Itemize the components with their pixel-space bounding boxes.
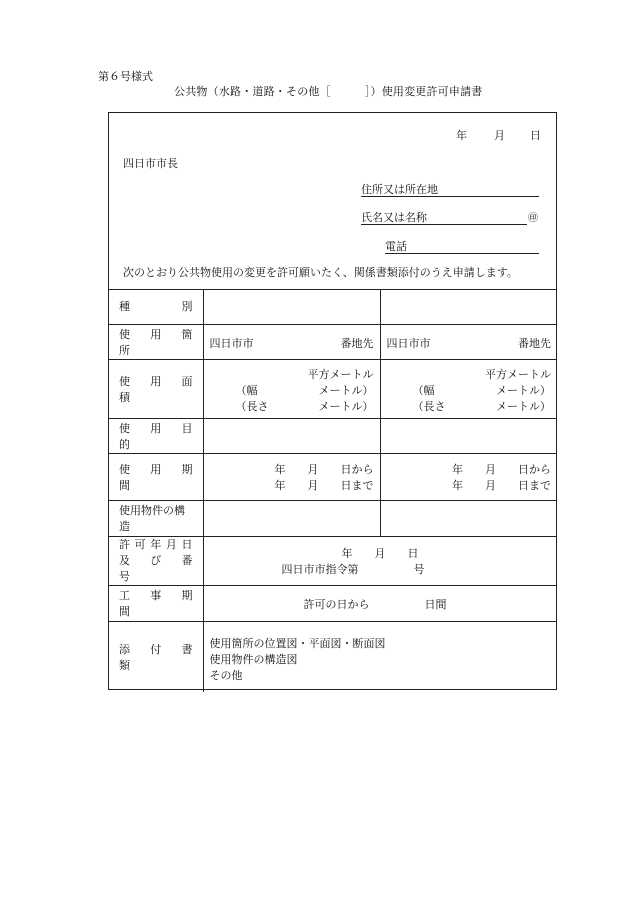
address-label: 住所又は所在地 (361, 183, 438, 196)
applicant-section (109, 113, 556, 290)
construction-cell[interactable] (203, 585, 557, 621)
date-month: 月 (494, 129, 505, 142)
area-width-meter: メートル） (496, 383, 551, 397)
permit-cell[interactable] (203, 536, 557, 585)
row-period (109, 453, 557, 500)
row-location (109, 324, 557, 359)
seal-mark: ㊞ (528, 213, 538, 224)
row-construction (109, 585, 557, 621)
purpose-current-cell[interactable] (203, 418, 380, 453)
attachment-item: 使用箇所の位置図・平面図・断面図 (209, 636, 386, 650)
row-type (109, 289, 557, 324)
attachments-cell[interactable] (203, 621, 557, 692)
name-label: 氏名又は名称 (361, 211, 427, 224)
period-from: 年 月 日から (452, 462, 551, 476)
period-to: 年 月 日まで (452, 478, 551, 492)
location-current-cell[interactable] (203, 324, 380, 359)
area-width: （幅 (235, 383, 258, 397)
date-year: 年 (456, 129, 467, 142)
location-prefix: 四日市市 (386, 336, 431, 350)
application-form-frame (108, 112, 557, 690)
row-area (109, 359, 557, 418)
structure-new-cell[interactable] (380, 500, 557, 536)
period-from: 年 月 日から (274, 462, 374, 476)
purpose-label: 使 用 目 的 (109, 418, 203, 453)
row-structure (109, 500, 557, 536)
request-statement: 次のとおり公共物使用の変更を許可願いたく、関係書類添付のうえ申請します。 (123, 266, 518, 279)
area-width-meter: メートル） (318, 383, 374, 397)
location-prefix: 四日市市 (209, 336, 254, 350)
structure-label: 使用物件の構造 (109, 500, 203, 536)
area-label: 使 用 面 積 (109, 359, 203, 418)
construction-value: 許可の日から 日間 (303, 597, 447, 611)
row-permit (109, 536, 557, 585)
permit-label (109, 536, 203, 585)
area-unit: 平方メートル (485, 367, 551, 381)
form-number: 第６号様式 (98, 70, 153, 83)
structure-current-cell[interactable] (203, 500, 380, 536)
phone-label: 電話 (385, 240, 407, 253)
permit-date: 年 月 日 (341, 546, 419, 560)
permit-label-line-1: 許 可 年 月 日 (119, 537, 193, 551)
construction-label: 工 事 期 間 (109, 585, 203, 621)
period-to: 年 月 日まで (274, 478, 374, 492)
detail-table (109, 289, 557, 692)
area-width: （幅 (412, 383, 435, 397)
name-field[interactable] (361, 209, 527, 225)
permit-label-line-2: 及 び 番 号 (119, 553, 204, 583)
period-new-cell[interactable] (380, 453, 557, 500)
type-current-cell[interactable] (203, 289, 380, 324)
attachment-item: その他 (209, 668, 243, 682)
area-new-cell[interactable] (380, 359, 557, 418)
area-length: （長さ (235, 399, 269, 413)
period-current-cell[interactable] (203, 453, 380, 500)
row-purpose (109, 418, 557, 453)
purpose-new-cell[interactable] (380, 418, 557, 453)
location-label: 使 用 箇 所 (109, 324, 203, 359)
row-attachments (109, 621, 557, 692)
period-label: 使 用 期 間 (109, 453, 203, 500)
addressee: 四日市市長 (123, 157, 178, 170)
type-label: 種 別 (109, 289, 203, 324)
date-day: 日 (530, 129, 541, 142)
permit-number: 四日市市指令第 号 (281, 562, 425, 576)
attachments-label: 添 付 書 類 (109, 621, 203, 692)
form-title (174, 83, 483, 99)
attachment-item: 使用物件の構造図 (209, 652, 298, 666)
area-length: （長さ (412, 399, 446, 413)
title-part-before: 公共物（水路・道路・その他［ (174, 85, 331, 98)
type-new-cell[interactable] (380, 289, 557, 324)
area-unit: 平方メートル (307, 367, 374, 381)
title-part-after: ］）使用変更許可申請書 (364, 85, 483, 98)
phone-field[interactable] (385, 238, 539, 254)
area-length-meter: メートル） (318, 399, 374, 413)
area-length-meter: メートル） (496, 399, 551, 413)
area-current-cell[interactable] (203, 359, 380, 418)
location-new-cell[interactable] (380, 324, 557, 359)
location-suffix: 番地先 (340, 336, 374, 350)
address-field[interactable] (361, 181, 539, 197)
location-suffix: 番地先 (518, 336, 551, 350)
